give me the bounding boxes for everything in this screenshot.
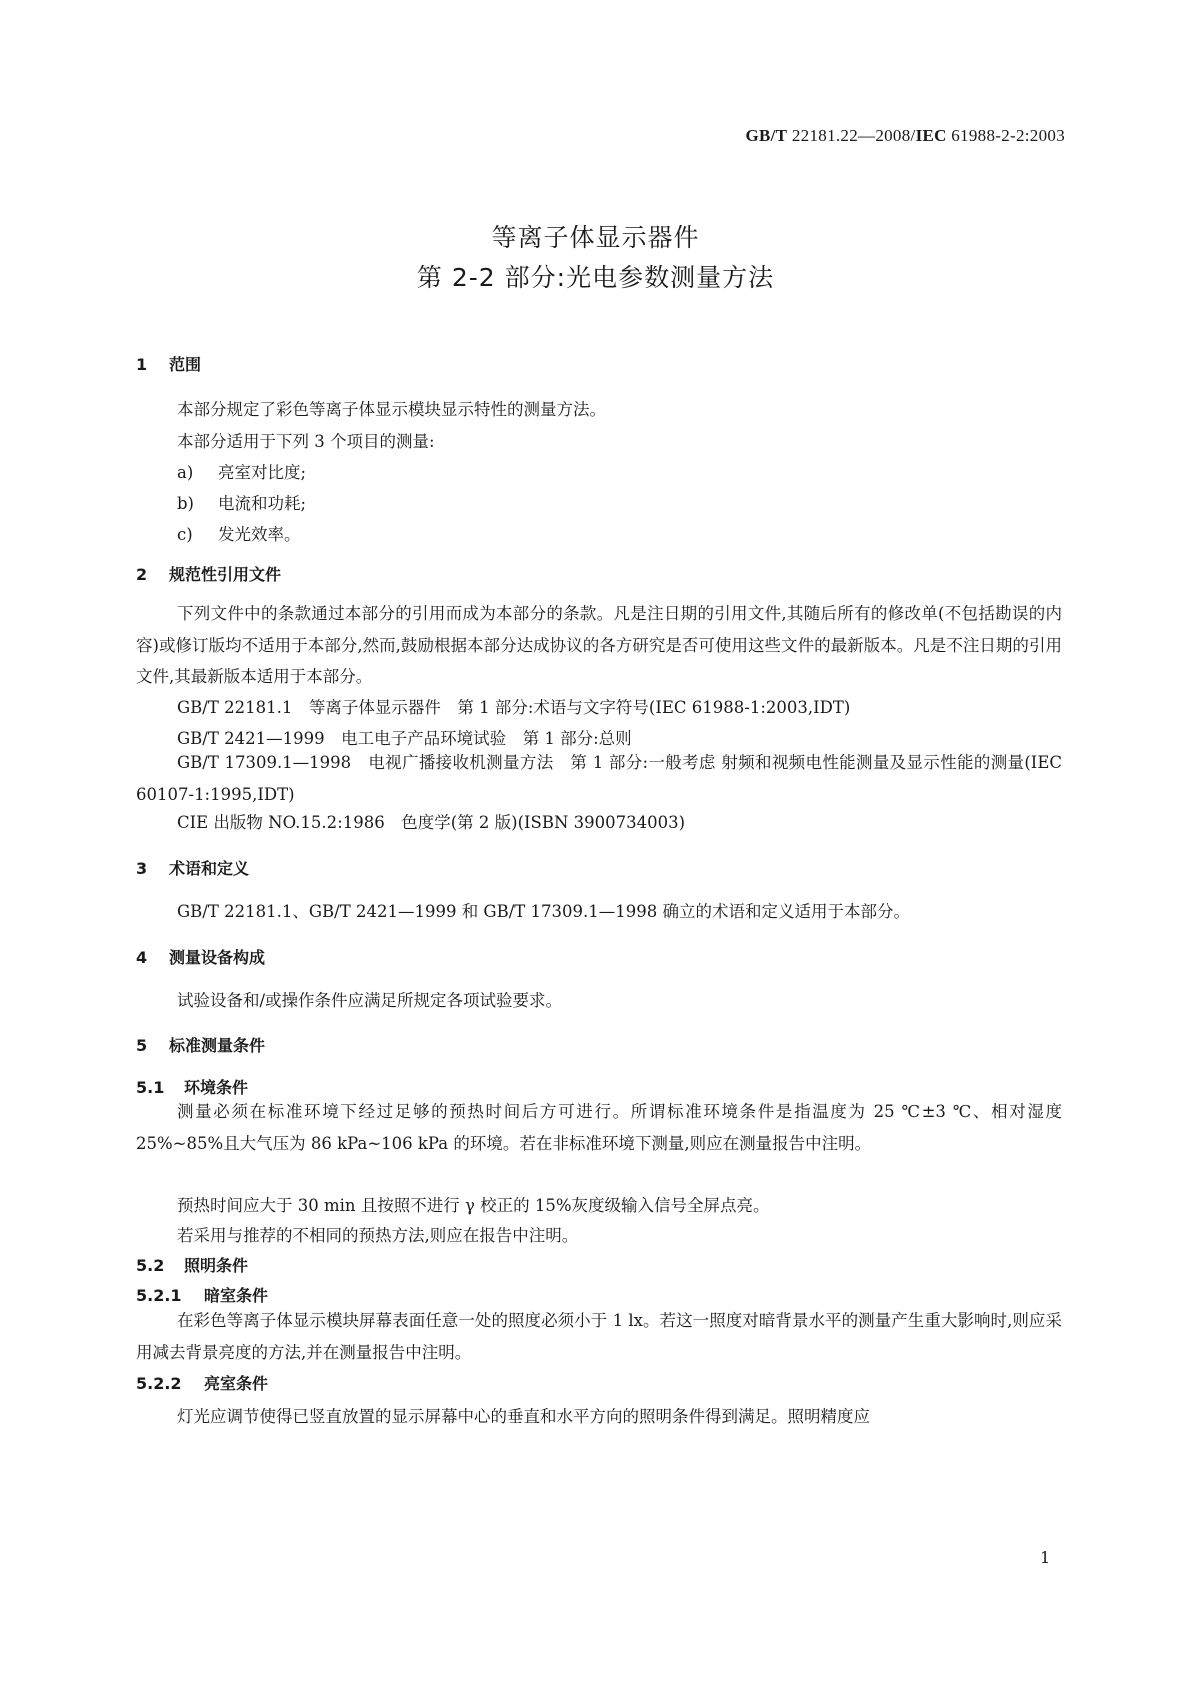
section-5-1-para-1: 测量必须在标准环境下经过足够的预热时间后方可进行。所谓标准环境条件是指温度为 25 ℃±3 ℃、相对湿度 25%~85%且大气压为 86 kPa~106 kPa 的环境。若在非标准环境下测量,则应在测量报告中注明。: [136, 1102, 1062, 1153]
section-1-para-2: 本部分适用于下列 3 个项目的测量:: [177, 432, 435, 451]
section-4-para-1: 试验设备和/或操作条件应满足所规定各项试验要求。: [177, 991, 563, 1010]
section-1-heading: 1 范围: [136, 355, 202, 374]
section-2-para-1: 下列文件中的条款通过本部分的引用而成为本部分的条款。凡是注日期的引用文件,其随后所有的修改单(不包括勘误的内容)或修订版均不适用于本部分,然而,鼓励根据本部分达成协议的各方研究是否可使用这些文件的最新版本。凡是不注日期的引用文件,其最新版本适用于本部分。: [136, 604, 1062, 686]
section-5-2-1-heading: 5.2.1 暗室条件: [136, 1286, 269, 1305]
doc-title: 等离子体显示器件: [491, 223, 700, 252]
section-5-2-2-heading: 5.2.2 亮室条件: [136, 1374, 269, 1393]
reference-item: CIE 出版物 NO.15.2:1986 色度学(第 2 版)(ISBN 3900734003): [177, 813, 686, 832]
page-number: 1: [1040, 1548, 1051, 1567]
section-5-2-heading: 5.2 照明条件: [136, 1256, 249, 1275]
section-5-1-para-3: 若采用与推荐的不相同的预热方法,则应在报告中注明。: [177, 1226, 579, 1245]
doc-subtitle: 第 2-2 部分:光电参数测量方法: [416, 263, 775, 292]
list-item: a) 亮室对比度;: [177, 463, 307, 482]
section-5-1-heading: 5.1 环境条件: [136, 1078, 249, 1097]
section-3-heading: 3 术语和定义: [136, 859, 250, 878]
reference-item: GB/T 22181.1 等离子体显示器件 第 1 部分:术语与文字符号(IEC 61988-1:2003,IDT): [177, 698, 851, 717]
reference-item: GB/T 17309.1—1998 电视广播接收机测量方法 第 1 部分:一般考虑 射频和视频电性能测量及显示性能的测量(IEC 60107-1:1995,IDT): [136, 753, 1062, 804]
reference-item: GB/T 2421—1999 电工电子产品环境试验 第 1 部分:总则: [177, 729, 632, 748]
section-2-heading: 2 规范性引用文件: [136, 565, 282, 584]
section-1-para-1: 本部分规定了彩色等离子体显示模块显示特性的测量方法。: [177, 400, 606, 419]
standard-code: GB/T 22181.22—2008/IEC 61988-2-2:2003: [745, 126, 1065, 145]
section-5-2-2-para-1: 灯光应调节使得已竖直放置的显示屏幕中心的垂直和水平方向的照明条件得到满足。照明精度应: [177, 1407, 870, 1426]
section-5-2-1-para-1: 在彩色等离子体显示模块屏幕表面任意一处的照度必须小于 1 lx。若这一照度对暗背景水平的测量产生重大影响时,则应采用减去背景亮度的方法,并在测量报告中注明。: [136, 1311, 1062, 1362]
list-item: c) 发光效率。: [177, 525, 301, 544]
list-item: b) 电流和功耗;: [177, 494, 307, 513]
section-4-heading: 4 测量设备构成: [136, 948, 266, 967]
section-5-heading: 5 标准测量条件: [136, 1036, 266, 1055]
section-3-para-1: GB/T 22181.1、GB/T 2421—1999 和 GB/T 17309.1—1998 确立的术语和定义适用于本部分。: [177, 902, 911, 921]
section-5-1-para-2: 预热时间应大于 30 min 且按照不进行 γ 校正的 15%灰度级输入信号全屏点亮。: [177, 1196, 770, 1215]
